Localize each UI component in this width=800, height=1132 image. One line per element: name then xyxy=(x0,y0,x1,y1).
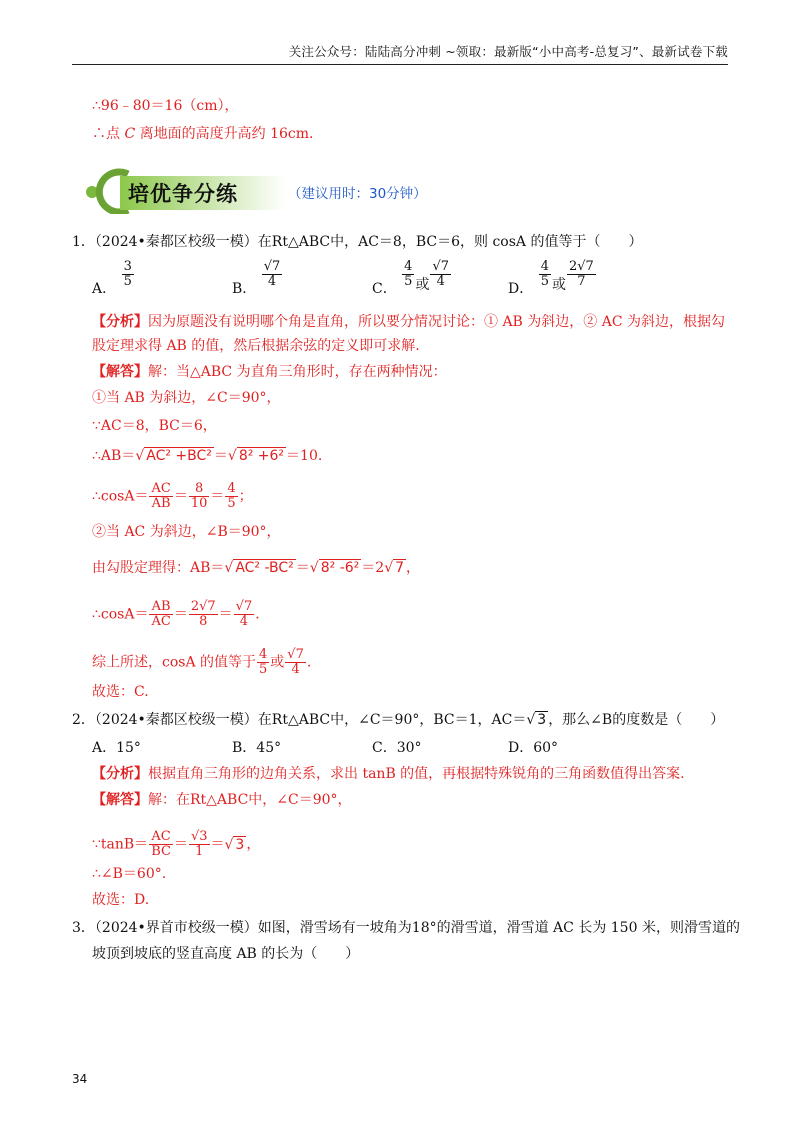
section-banner xyxy=(80,168,620,214)
q1-step-3: ∴AB＝√ AC² +BC² ＝√ 8² +6² ＝10. xyxy=(92,448,323,464)
page-number: 34 xyxy=(72,1072,88,1086)
q2-analysis: 【分析】根据直角三角形的边角关系，求出 tanB 的值，再根据特殊锐角的三角函数值得出答案. xyxy=(92,766,685,782)
q1-option-c: C． $\frac{4}{5}$ 或 $\frac{√7}{4}$ xyxy=(372,259,450,297)
q1-step-9: 故选：C. xyxy=(92,684,149,700)
q2-stem: 2．（2024•秦都区校级一模）在Rt△ABC中，∠C＝90°，BC＝1，AC＝√ 3 ，那么∠B的度数是（ ） xyxy=(72,712,725,728)
q2-option-c: C．30° xyxy=(372,740,422,756)
q2-option-b: B．45° xyxy=(232,740,282,756)
q2-option-d: D．60° xyxy=(508,740,559,756)
intro-line-2: ∴点 C 离地面的高度升高约 16cm. xyxy=(92,126,314,142)
q1-option-a: A． $\frac{3}{5}$ xyxy=(92,259,132,297)
q3-stem-line-1: 3．（2024•界首市校级一模）如图，滑雪场有一坡角为18°的滑雪道，滑雪道 AC 长为 150 米，则滑雪道的 xyxy=(72,920,740,936)
q2-answer-line-1: 【解答】解：在Rt△ABC中，∠C＝90°， xyxy=(92,792,352,808)
q1-answer-line-1: 【解答】解：当△ABC 为直角三角形时，存在两种情况： xyxy=(92,364,447,380)
q1-step-7: ∴cosA＝ $\frac{AB}{AC}$ ＝ $\frac{2√7}{8}$ ＝ $\frac{√7}{4}$ ． xyxy=(92,599,270,629)
page-header: 关注公众号：陆陆高分冲刺 ~领取：最新版“小中高考-总复习”、最新试卷下载 xyxy=(72,44,728,65)
q1-analysis-line-1: 【分析】因为原题没有说明哪个角是直角，所以要分情况讨论：① AB 为斜边，② AC 为斜边，根据勾 xyxy=(92,314,726,330)
q1-step-6: 由勾股定理得：AB＝√ AC² -BC² ＝√ 8² -6² ＝2√ 7 ， xyxy=(92,560,421,576)
q1-step-8: 综上所述，cosA 的值等于 $\frac{4}{5}$ 或 $\frac{√7}{4}$ . xyxy=(92,647,312,677)
section-title: 培优争分练 xyxy=(128,182,238,206)
intro-line-1: ∴96﹣80＝16（cm）， xyxy=(92,98,239,114)
q1-stem: 1．（2024•秦都区校级一模）在Rt△ABC中，AC＝8，BC＝6，则 cosA 的值等于（ ） xyxy=(72,234,643,250)
q1-option-b: B． $\frac{√7}{4}$ xyxy=(232,259,281,297)
q2-step-3: 故选：D. xyxy=(92,892,150,908)
q1-step-4: ∴cosA＝ $\frac{AC}{AB}$ ＝ $\frac{8}{10}$ ＝ $\frac{4}{5}$ ； xyxy=(92,481,253,511)
q1-step-1: ①当 AB 为斜边，∠C＝90°， xyxy=(92,390,281,406)
q2-step-1: ∵tanB＝ $\frac{AC}{BC}$ ＝ $\frac{√3}{1}$ ＝√ 3 ， xyxy=(92,829,261,859)
q2-option-a: A．15° xyxy=(92,740,141,756)
q3-stem-line-2: 坡顶到坡底的竖直高度 AB 的长为（ ） xyxy=(92,946,360,962)
q1-step-5: ②当 AC 为斜边，∠B＝90°， xyxy=(92,524,281,540)
suggested-time: （建议用时：30分钟） xyxy=(288,186,427,202)
q1-step-2: ∵AC＝8，BC＝6， xyxy=(92,418,217,434)
q2-step-2: ∴∠B＝60°. xyxy=(92,866,167,882)
q1-analysis-line-2: 股定理求得 AB 的值，然后根据余弦的定义即可求解. xyxy=(92,338,420,354)
q1-option-d: D． $\frac{4}{5}$ 或 $\frac{2√7}{7}$ xyxy=(508,259,594,297)
